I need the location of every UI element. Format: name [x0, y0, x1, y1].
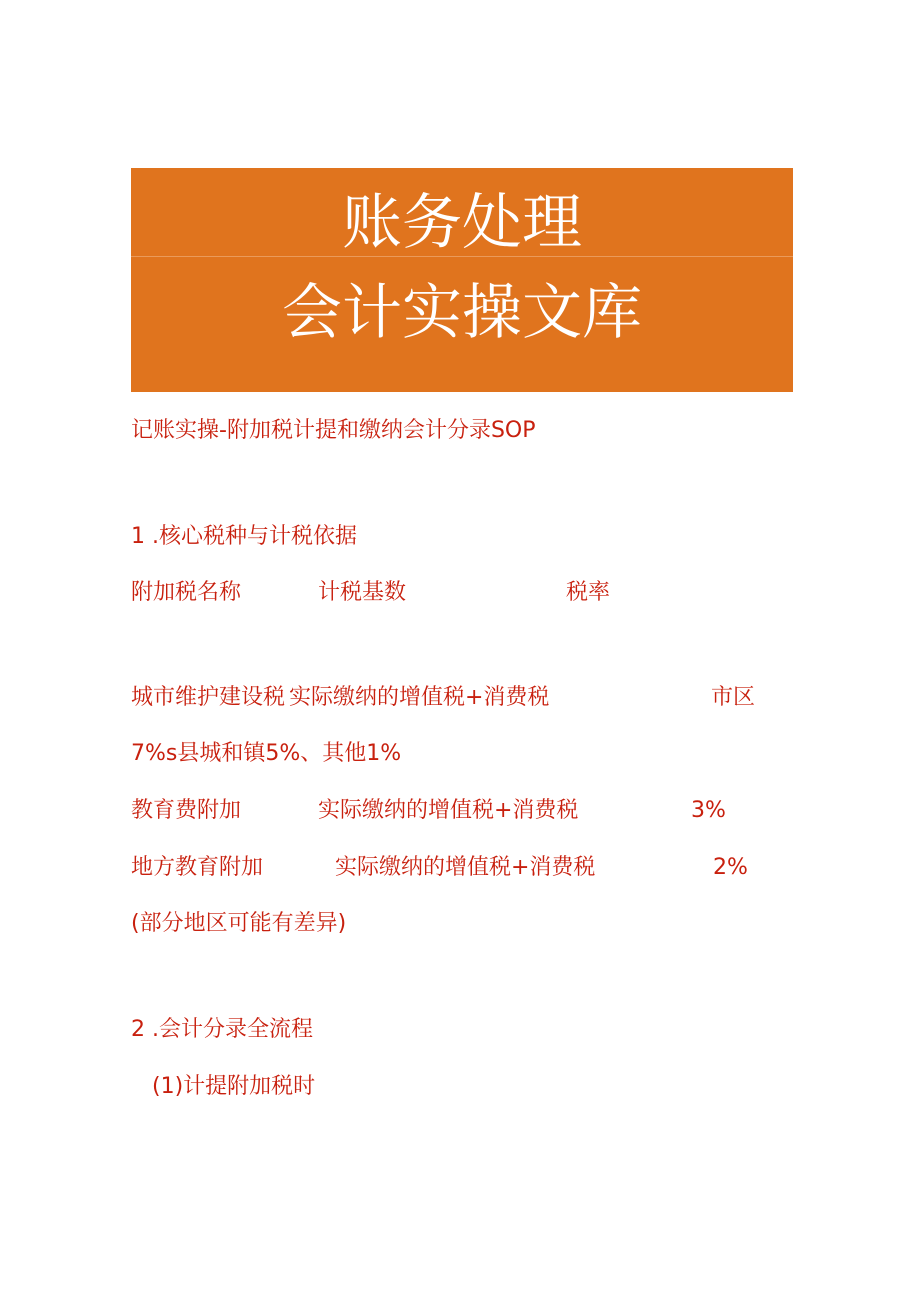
row2-base: 实际缴纳的增值税+消费税 — [318, 798, 579, 823]
row3-rate: 2% — [713, 855, 748, 880]
row2-name: 教育费附加 — [131, 798, 242, 823]
row1-rate-continued: 7%s县城和镇5%、其他1% — [131, 741, 402, 766]
title-banner — [131, 168, 793, 392]
regional-note: (部分地区可能有差异) — [131, 911, 347, 936]
row2-rate: 3% — [691, 798, 726, 823]
row1-base: 实际缴纳的增值税+消费税 — [289, 685, 550, 710]
document-title: 记账实操-附加税计提和缴纳会计分录SOP — [131, 418, 536, 443]
banner-title-line1: 账务处理 — [342, 188, 582, 258]
table-header-base: 计税基数 — [318, 580, 407, 605]
section2-heading: 2 .会计分录全流程 — [131, 1017, 313, 1042]
table-header-name: 附加税名称 — [131, 580, 242, 605]
banner-title-line2: 会计实操文库 — [282, 278, 642, 348]
row1-name: 城市维护建设税 — [131, 685, 286, 710]
row3-name: 地方教育附加 — [131, 855, 264, 880]
row3-base: 实际缴纳的增值税+消费税 — [335, 855, 596, 880]
row1-rate: 市区 — [711, 685, 756, 710]
table-header-rate: 税率 — [566, 580, 611, 605]
section2-sub1: (1)计提附加税时 — [152, 1074, 316, 1099]
section1-heading: 1 .核心税种与计税依据 — [131, 524, 357, 549]
